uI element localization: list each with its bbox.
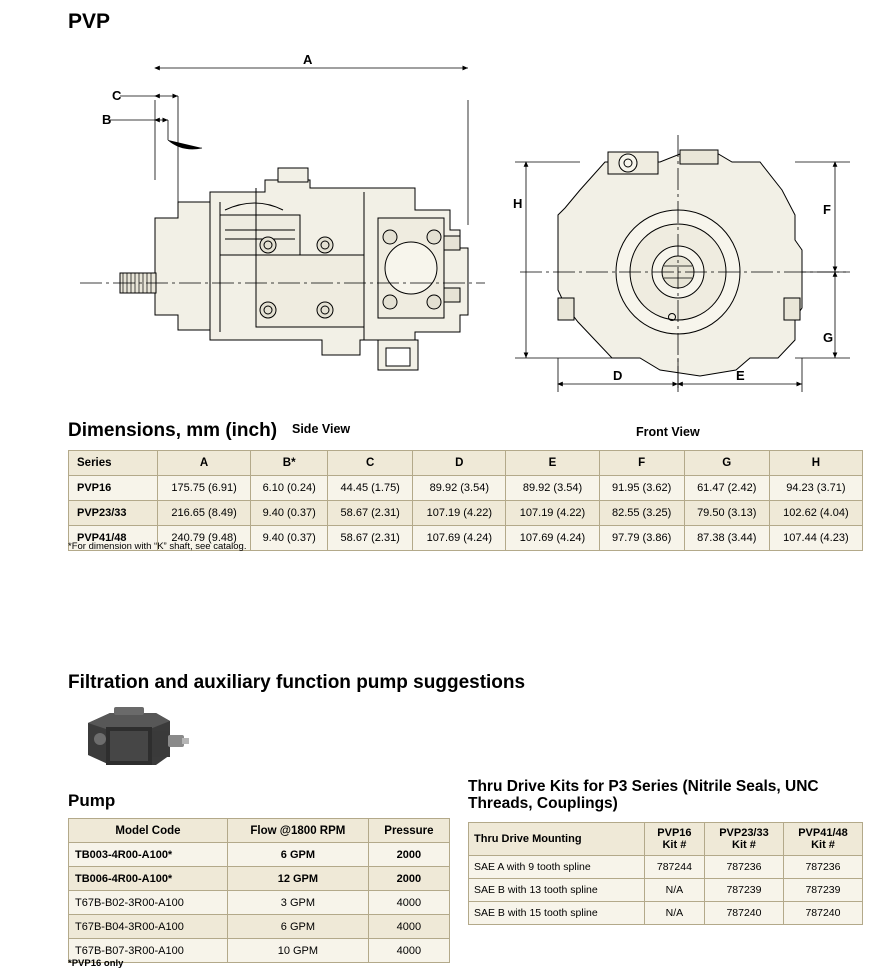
cell-pvp16: 787244 xyxy=(644,856,704,879)
col-series: Series xyxy=(69,451,158,476)
cell-g: 79.50 (3.13) xyxy=(684,501,769,526)
cell-flow: 6 GPM xyxy=(227,843,368,867)
cell-model-code: T67B-B07-3R00-A100 xyxy=(69,939,228,963)
cell-pvp16: N/A xyxy=(644,879,704,902)
cell-pvp4148: 787236 xyxy=(783,856,862,879)
cell-d: 107.19 (4.22) xyxy=(413,501,506,526)
dimensions-heading: Dimensions, mm (inch) xyxy=(68,420,278,441)
cell-flow: 10 GPM xyxy=(227,939,368,963)
col-c: C xyxy=(328,451,413,476)
dim-label-G: G xyxy=(823,330,834,345)
cell-mounting: SAE A with 9 tooth spline xyxy=(469,856,645,879)
dim-label-B: B xyxy=(102,112,112,127)
cell-series: PVP41/48 xyxy=(69,526,158,551)
cell-b: 9.40 (0.37) xyxy=(251,526,328,551)
cell-d: 89.92 (3.54) xyxy=(413,476,506,501)
pump-table-footnote: *PVP16 only xyxy=(68,958,124,969)
table-header-row xyxy=(469,823,863,856)
cell-g: 87.38 (3.44) xyxy=(684,526,769,551)
col-pressure: Pressure xyxy=(368,819,449,843)
cell-flow: 3 GPM xyxy=(227,891,368,915)
cell-h: 94.23 (3.71) xyxy=(769,476,862,501)
col-model-code: Model Code xyxy=(69,819,228,843)
side-view-caption: Side View xyxy=(292,422,351,436)
cell-f: 82.55 (3.25) xyxy=(599,501,684,526)
cell-c: 58.67 (2.31) xyxy=(328,526,413,551)
pump-drawing-svg xyxy=(60,40,880,410)
col-pvp16-kit-line1: PVP16 xyxy=(657,827,692,839)
cell-model-code: TB003-4R00-A100* xyxy=(69,843,228,867)
table-row xyxy=(469,856,863,879)
cell-model-code: TB006-4R00-A100* xyxy=(69,867,228,891)
col-pvp16-kit-line2: Kit # xyxy=(662,839,687,851)
cell-e: 89.92 (3.54) xyxy=(506,476,599,501)
pump-subheading: Pump xyxy=(68,791,116,810)
cell-a: 240.79 (9.48) xyxy=(158,526,251,551)
col-thru-drive-mounting: Thru Drive Mounting xyxy=(469,823,645,856)
cell-pressure: 2000 xyxy=(368,867,449,891)
col-flow: Flow @1800 RPM xyxy=(227,819,368,843)
cell-series: PVP16 xyxy=(69,476,158,501)
cell-flow: 12 GPM xyxy=(227,867,368,891)
table-row xyxy=(469,879,863,902)
col-pvp4148-kit-line1: PVP41/48 xyxy=(798,827,848,839)
cell-f: 97.79 (3.86) xyxy=(599,526,684,551)
cell-model-code: T67B-B02-3R00-A100 xyxy=(69,891,228,915)
dim-label-C: C xyxy=(112,88,122,103)
table-row xyxy=(69,939,450,963)
col-pvp2333-kit-line2: Kit # xyxy=(732,839,756,851)
page-title: PVP xyxy=(68,10,111,33)
cell-a: 216.65 (8.49) xyxy=(158,501,251,526)
col-g: G xyxy=(684,451,769,476)
cell-h: 107.44 (4.23) xyxy=(769,526,862,551)
front-view-caption: Front View xyxy=(636,425,700,439)
table-row xyxy=(69,915,450,939)
col-f: F xyxy=(599,451,684,476)
cell-pvp2333: 787240 xyxy=(704,902,783,925)
dim-label-A: A xyxy=(303,52,313,67)
cell-pressure: 4000 xyxy=(368,891,449,915)
col-pvp4148-kit xyxy=(783,823,862,856)
dim-label-F: F xyxy=(823,202,831,217)
cell-pvp2333: 787239 xyxy=(704,879,783,902)
table-row xyxy=(469,902,863,925)
cell-c: 44.45 (1.75) xyxy=(328,476,413,501)
cell-mounting: SAE B with 15 tooth spline xyxy=(469,902,645,925)
table-row xyxy=(69,476,863,501)
cell-e: 107.69 (4.24) xyxy=(506,526,599,551)
filtration-heading: Filtration and auxiliary function pump suggestions xyxy=(68,672,526,693)
col-pvp2333-kit-line1: PVP23/33 xyxy=(719,827,769,839)
cell-pressure: 4000 xyxy=(368,939,449,963)
pump-table xyxy=(68,818,450,963)
cell-model-code: T67B-B04-3R00-A100 xyxy=(69,915,228,939)
cell-series: PVP23/33 xyxy=(69,501,158,526)
thru-drive-table xyxy=(468,822,863,925)
col-pvp4148-kit-line2: Kit # xyxy=(811,839,835,851)
dimensions-table xyxy=(68,450,863,551)
cell-pvp16: N/A xyxy=(644,902,704,925)
col-pvp2333-kit xyxy=(704,823,783,856)
cell-pressure: 4000 xyxy=(368,915,449,939)
cell-pressure: 2000 xyxy=(368,843,449,867)
table-row xyxy=(69,891,450,915)
col-pvp16-kit xyxy=(644,823,704,856)
col-e: E xyxy=(506,451,599,476)
cell-d: 107.69 (4.24) xyxy=(413,526,506,551)
dim-label-H: H xyxy=(513,196,523,211)
cell-f: 91.95 (3.62) xyxy=(599,476,684,501)
table-row xyxy=(69,867,450,891)
cell-pvp4148: 787240 xyxy=(783,902,862,925)
dimensions-footnote: *For dimension with “K” shaft, see catalog. xyxy=(68,541,247,552)
cell-b: 6.10 (0.24) xyxy=(251,476,328,501)
cell-c: 58.67 (2.31) xyxy=(328,501,413,526)
table-row xyxy=(69,501,863,526)
table-header-row xyxy=(69,819,450,843)
table-row xyxy=(69,843,450,867)
cell-flow: 6 GPM xyxy=(227,915,368,939)
pump-photo xyxy=(70,705,190,775)
col-h: H xyxy=(769,451,862,476)
cell-h: 102.62 (4.04) xyxy=(769,501,862,526)
col-d: D xyxy=(413,451,506,476)
col-b: B* xyxy=(251,451,328,476)
cell-b: 9.40 (0.37) xyxy=(251,501,328,526)
cell-pvp4148: 787239 xyxy=(783,879,862,902)
cell-g: 61.47 (2.42) xyxy=(684,476,769,501)
cell-a: 175.75 (6.91) xyxy=(158,476,251,501)
dim-label-E: E xyxy=(736,368,745,383)
cell-pvp2333: 787236 xyxy=(704,856,783,879)
col-a: A xyxy=(158,451,251,476)
cell-mounting: SAE B with 13 tooth spline xyxy=(469,879,645,902)
cell-e: 107.19 (4.22) xyxy=(506,501,599,526)
table-header-row xyxy=(69,451,863,476)
thru-drive-heading: Thru Drive Kits for P3 Series (Nitrile Seals, UNC Threads, Couplings) xyxy=(468,778,819,812)
dim-label-D: D xyxy=(613,368,623,383)
